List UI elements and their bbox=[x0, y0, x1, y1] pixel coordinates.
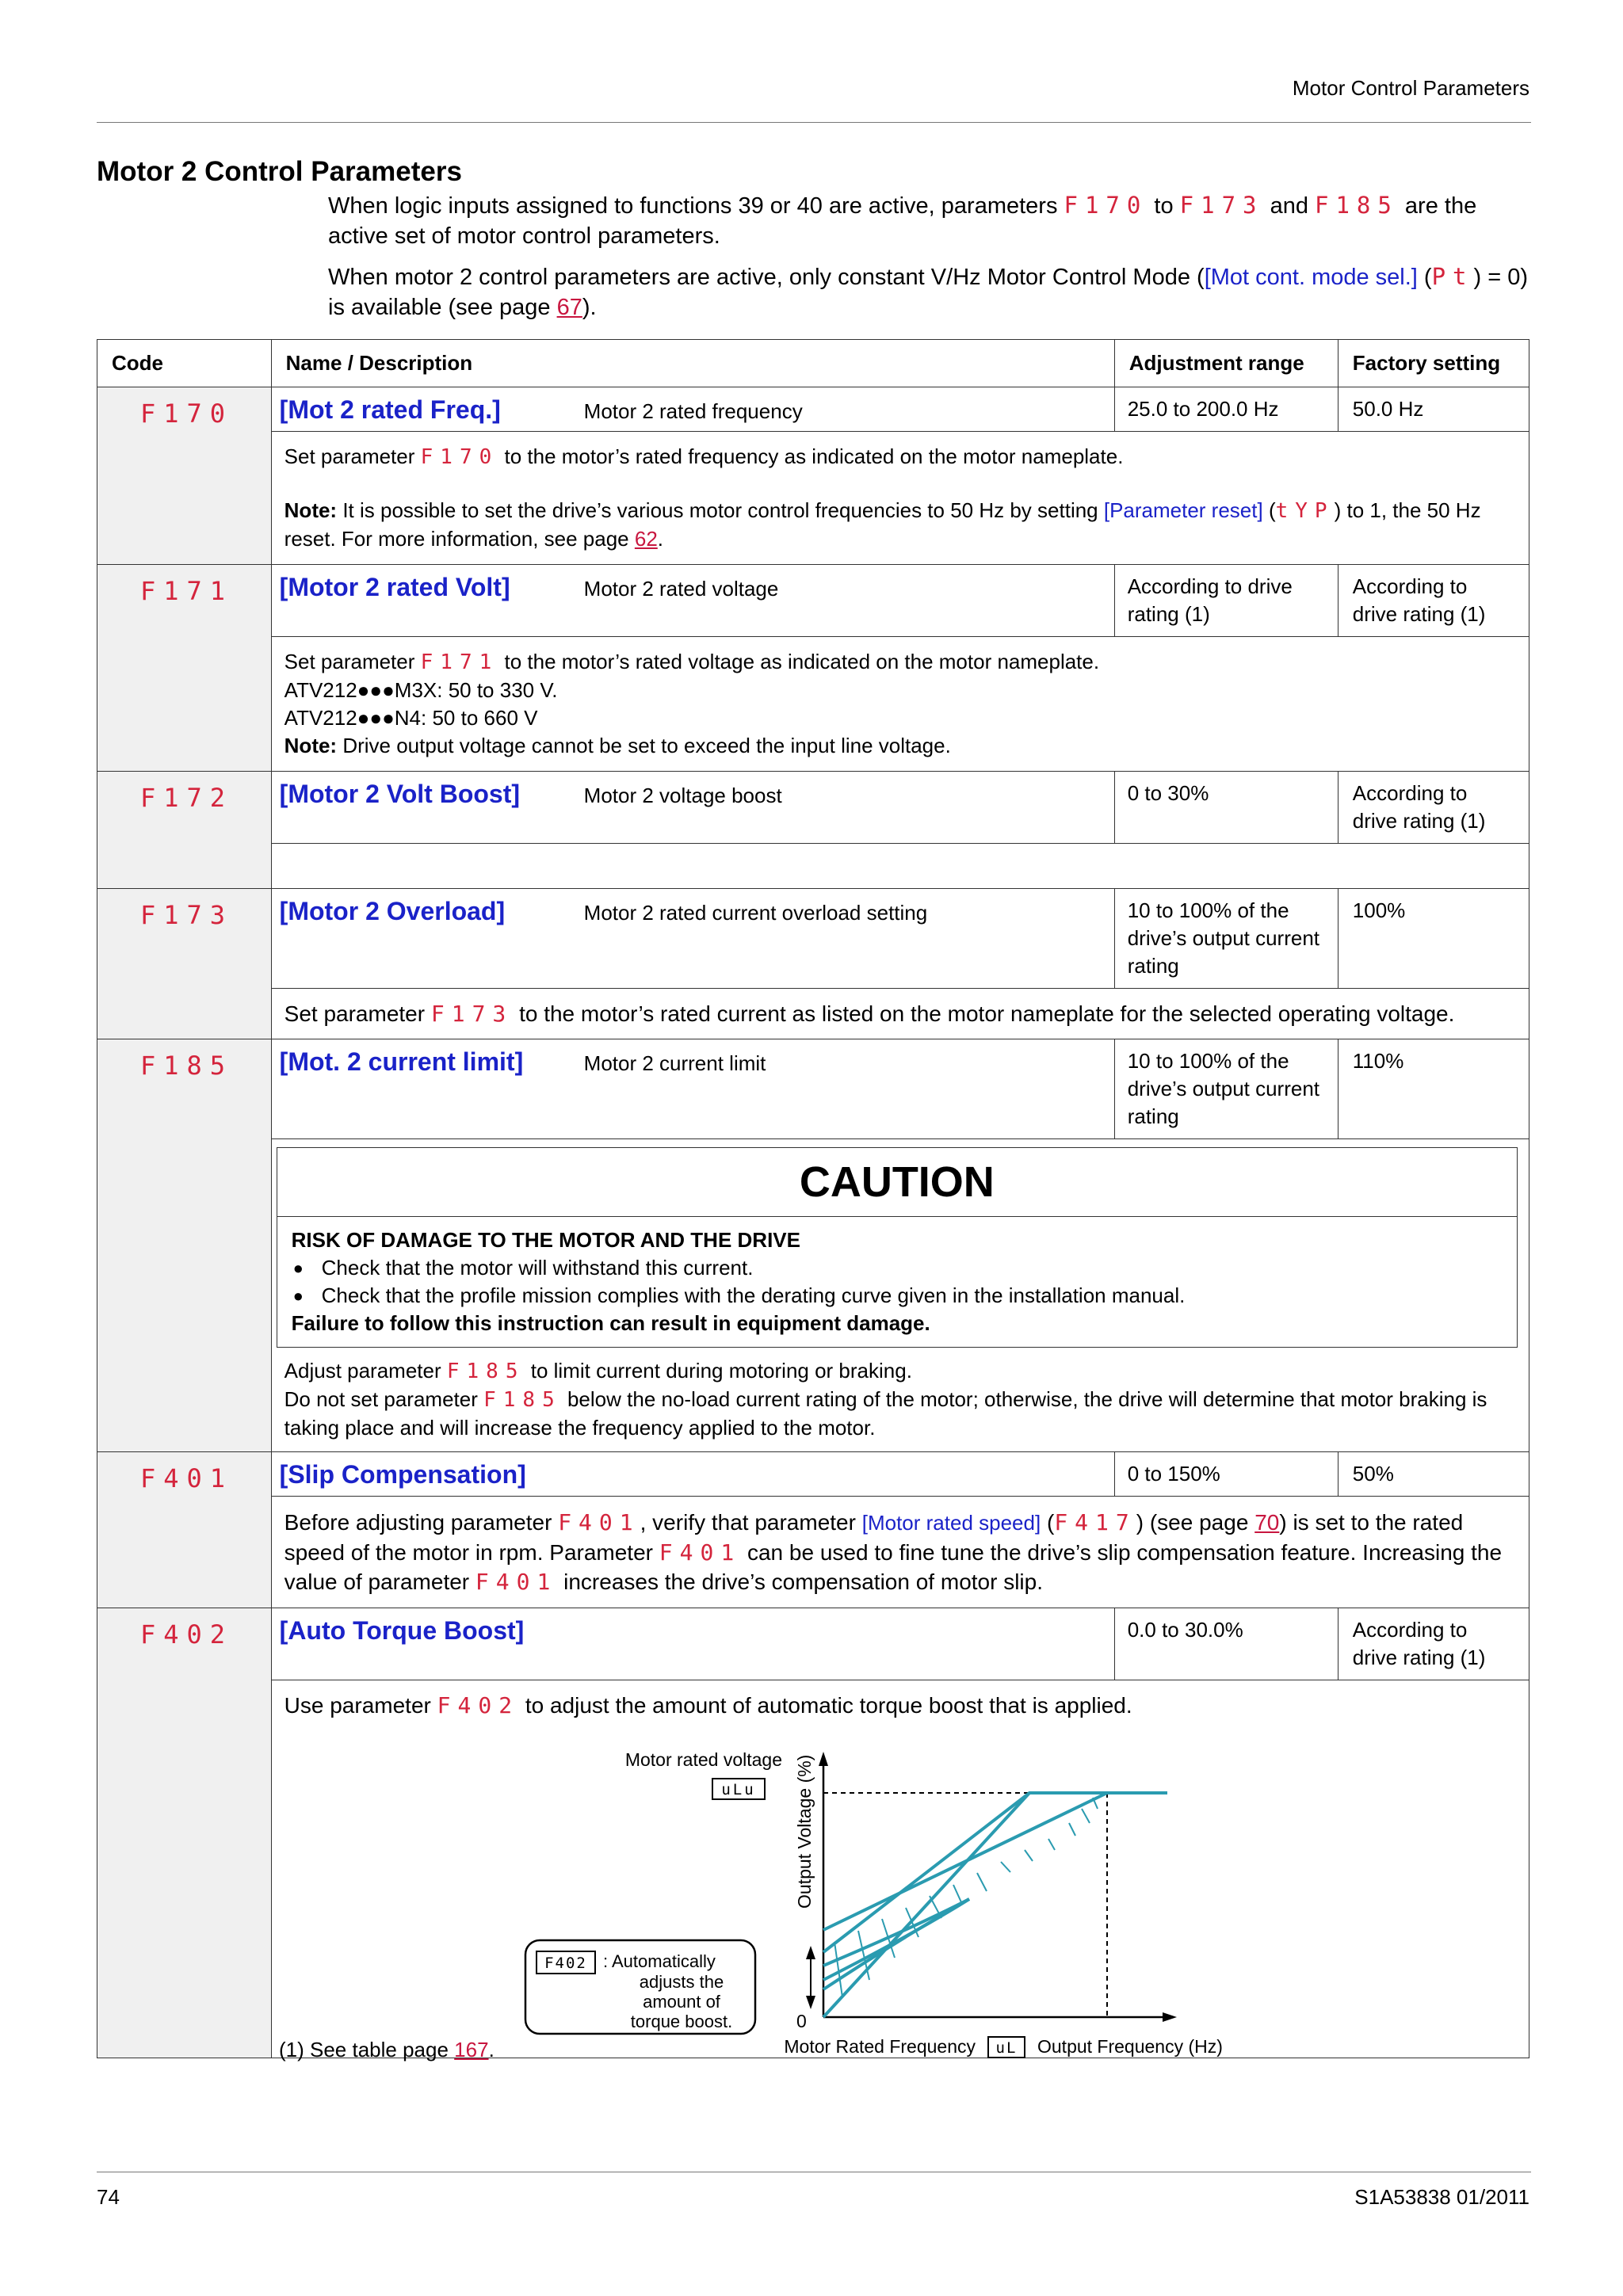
link-parameter-reset[interactable]: [Parameter reset] bbox=[1103, 498, 1263, 522]
param-description: Set parameter F171 to the motor’s rated voltage as indicated on the motor nameplate. ATV212●●●M3X: 50 to 330 V. ATV212●●●N4: 50 to 660 V Note: Drive output voltage cannot be set to exceed the input line voltage. bbox=[271, 637, 1529, 772]
table-row bbox=[97, 1452, 1529, 1497]
x-axis-label: Output Frequency (Hz) bbox=[1037, 2036, 1223, 2057]
param-range: 10 to 100% of the drive’s output current rating bbox=[1114, 1039, 1338, 1139]
page-number: 74 bbox=[97, 2185, 120, 2209]
param-factory: 50.0 Hz bbox=[1338, 387, 1529, 432]
document-id: S1A53838 01/2011 bbox=[1354, 2185, 1529, 2209]
param-range: 25.0 to 200.0 Hz bbox=[1114, 387, 1338, 432]
param-code: F172 bbox=[97, 772, 272, 889]
intro-paragraph-2: When motor 2 control parameters are active, only constant V/Hz Motor Control Mode ([Mot cont. mode sel.] (Pt) = 0) is available (see page 67). bbox=[328, 263, 1529, 320]
param-name: [Motor 2 rated Volt] bbox=[279, 573, 510, 601]
caution-bullet: ● Check that the motor will withstand this current. bbox=[292, 1254, 1503, 1282]
callout-text: : Automatically bbox=[602, 1951, 716, 1971]
table-row bbox=[97, 1608, 1529, 1680]
table-row bbox=[97, 387, 1529, 432]
param-code: F170 bbox=[97, 387, 272, 565]
param-range: 0.0 to 30.0% bbox=[1114, 1608, 1338, 1680]
caution-footer: Failure to follow this instruction can result in equipment damage. bbox=[291, 1311, 930, 1335]
param-code: F401 bbox=[97, 1452, 272, 1608]
param-description: Use parameter F402 to adjust the amount of automatic torque boost that is applied. Motor rated voltage uLu Output Voltage (%) 0 F402 : Automatically adjusts the amount of torque boost. Motor Rated Frequency uL Output Frequency (Hz) bbox=[271, 1680, 1529, 2058]
y-axis-label: Output Voltage (%) bbox=[793, 1754, 815, 1909]
param-name: [Mot. 2 current limit] bbox=[279, 1047, 524, 1076]
page-link-70[interactable]: 70 bbox=[1254, 1510, 1280, 1535]
param-factory: According to drive rating (1) bbox=[1338, 1608, 1529, 1680]
page-link-167[interactable]: 167 bbox=[454, 2038, 489, 2061]
table-row bbox=[97, 565, 1529, 637]
table-row bbox=[97, 1039, 1529, 1139]
page-title: Motor 2 Control Parameters bbox=[97, 156, 462, 187]
ul-code: uL bbox=[995, 2039, 1018, 2057]
param-desc: Motor 2 current limit bbox=[583, 1051, 766, 1075]
param-code: F173 bbox=[97, 889, 272, 1039]
param-desc: Motor 2 voltage boost bbox=[583, 784, 782, 807]
param-description bbox=[271, 844, 1529, 889]
page-link-62[interactable]: 62 bbox=[634, 527, 658, 551]
param-description: CAUTION RISK OF DAMAGE TO THE MOTOR AND THE DRIVE ● Check that the motor will withstand this current. ● Check that the profile mission complies with the derating curve given in the installation manual. Failure to follow this instruction can result in equipment damage. Adjust parameter F185 to limit current during motoring or braking. Do not set parameter F185 below the no-load current rating of the motor; otherwise, the drive will determine that motor braking is taking place and will increase the frequency applied to the motor. bbox=[271, 1139, 1529, 1452]
origin-zero: 0 bbox=[796, 2011, 807, 2031]
parameter-table bbox=[97, 339, 1529, 2058]
header-rule bbox=[97, 122, 1531, 123]
param-desc: Motor 2 rated current overload setting bbox=[583, 901, 928, 925]
callout-text: torque boost. bbox=[630, 2012, 732, 2031]
callout-text: adjusts the bbox=[639, 1972, 724, 1992]
param-range: According to drive rating (1) bbox=[1114, 565, 1338, 637]
param-factory: 110% bbox=[1338, 1039, 1529, 1139]
param-range: 0 to 150% bbox=[1114, 1452, 1338, 1497]
param-range: 0 to 30% bbox=[1114, 772, 1338, 844]
table-row bbox=[97, 772, 1529, 844]
ulu-code: uLu bbox=[720, 1781, 756, 1798]
param-name: [Auto Torque Boost] bbox=[279, 1616, 525, 1645]
table-header-row bbox=[97, 340, 1529, 387]
param-name: [Motor 2 Volt Boost] bbox=[279, 780, 521, 808]
link-motor-rated-speed[interactable]: [Motor rated speed] bbox=[861, 1511, 1041, 1535]
motor-rated-voltage-label: Motor rated voltage bbox=[624, 1749, 782, 1770]
param-code: F402 bbox=[97, 1608, 272, 2058]
param-desc: Motor 2 rated frequency bbox=[583, 399, 803, 423]
param-factory: According to drive rating (1) bbox=[1338, 565, 1529, 637]
caution-bullet: ● Check that the profile mission complies with the derating curve given in the installation manual. bbox=[292, 1282, 1503, 1310]
f402-code-box: F402 bbox=[544, 1955, 587, 1972]
param-code: F185 bbox=[97, 1039, 272, 1452]
col-range: Adjustment range bbox=[1114, 340, 1338, 387]
param-code: F171 bbox=[97, 565, 272, 772]
param-factory: According to drive rating (1) bbox=[1338, 772, 1529, 844]
footnote: (1) See table page 167. bbox=[279, 2038, 495, 2061]
header-section-title: Motor Control Parameters bbox=[1292, 76, 1529, 100]
caution-title: CAUTION bbox=[277, 1148, 1517, 1217]
param-description: Before adjusting parameter F401, verify that parameter [Motor rated speed] (F417) (see page 70) is set to the rated speed of the motor in rpm. Parameter F401 can be used to fine tune the drive’s slip compensation feature. Increasing the value of parameter F401 increases the drive’s compensation of motor slip. bbox=[271, 1497, 1529, 1608]
param-name: [Mot 2 rated Freq.] bbox=[279, 395, 501, 424]
callout-text: amount of bbox=[642, 1992, 720, 2012]
param-name: [Motor 2 Overload] bbox=[279, 897, 506, 925]
param-range: 10 to 100% of the drive’s output current rating bbox=[1114, 889, 1338, 989]
page-link-67[interactable]: 67 bbox=[556, 295, 582, 320]
param-description: Set parameter F173 to the motor’s rated current as listed on the motor nameplate for the selected operating voltage. bbox=[271, 989, 1529, 1039]
param-desc: Motor 2 rated voltage bbox=[583, 577, 779, 601]
caution-heading: RISK OF DAMAGE TO THE MOTOR AND THE DRIVE bbox=[291, 1228, 800, 1252]
link-mot-cont-mode[interactable]: [Mot cont. mode sel.] bbox=[1204, 265, 1418, 290]
col-code: Code bbox=[97, 340, 272, 387]
param-factory: 100% bbox=[1338, 889, 1529, 989]
param-name: [Slip Compensation] bbox=[279, 1460, 526, 1489]
table-row bbox=[97, 889, 1529, 989]
param-description: Set parameter F170 to the motor’s rated frequency as indicated on the motor nameplate. Note: It is possible to set the drive’s various motor control frequencies to 50 Hz by setting [Parameter reset] (tYP) to 1, the 50 Hz reset. For more information, see page 62. bbox=[271, 432, 1529, 565]
x-rated-label: Motor Rated Frequency bbox=[784, 2036, 976, 2057]
col-factory: Factory setting bbox=[1338, 340, 1529, 387]
param-factory: 50% bbox=[1338, 1452, 1529, 1497]
intro-paragraph-1: When logic inputs assigned to functions 39 or 40 are active, parameters F170 to F173 and F185 are the active set of motor control parameters. bbox=[328, 192, 1477, 249]
col-name: Name / Description bbox=[271, 340, 1114, 387]
caution-box bbox=[277, 1147, 1518, 1348]
